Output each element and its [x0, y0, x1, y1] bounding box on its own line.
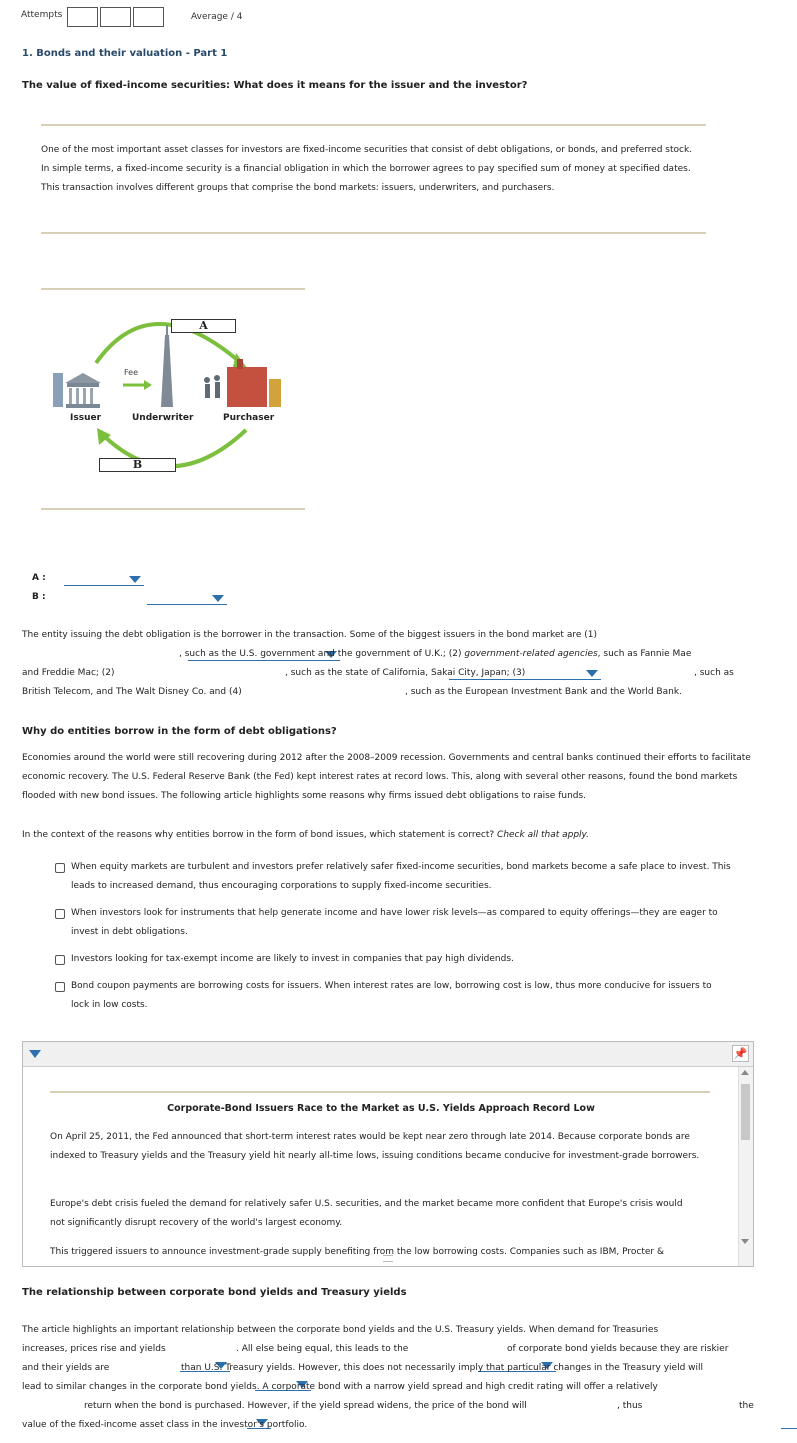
relationship-text-2: increases, prices rise and yields	[22, 1344, 166, 1354]
diagram-box-a: A	[171, 319, 236, 333]
context-prompt-text: In the context of the reasons why entities borrow in the form of bond issues, which statement is correct?	[22, 830, 495, 840]
divider	[50, 1091, 710, 1093]
option-checkbox-2[interactable]	[55, 909, 65, 919]
question-title: 1. Bonds and their valuation - Part 1	[22, 48, 228, 59]
issuers-text-5: , such as the state of California, Sakai City, Japan; (3)	[285, 668, 526, 678]
attempt-box	[100, 7, 131, 27]
option-text-2: When investors look for instruments that help generate income and have lower risk levels—as compared to equity offerings—they are eager to invest in debt obligations.	[71, 908, 718, 937]
relationship-text-3: . All else being equal, this leads to the	[236, 1344, 409, 1354]
dropdown-arrow-icon	[129, 576, 141, 583]
relationship-text-9: , thus	[617, 1401, 643, 1411]
option-checkbox-1[interactable]	[55, 863, 65, 873]
relationship-text-8: return when the bond is purchased. However, if the yield spread widens, the price of the bond will	[84, 1401, 527, 1411]
attempt-box	[133, 7, 164, 27]
a-select-label: A :	[32, 573, 46, 583]
relationship-text-6: than U.S. Treasury yields. However, this does not necessarily imply that particular changes in the Treasury yield will	[181, 1363, 704, 1373]
relationship-heading: The relationship between corporate bond yields and Treasury yields	[22, 1287, 407, 1298]
average-label: Average / 4	[191, 12, 243, 22]
divider	[41, 232, 706, 234]
issuers-text-8: , such as the European Investment Bank and the World Bank.	[405, 687, 682, 697]
scroll-up-icon[interactable]	[741, 1070, 749, 1075]
section-heading: The value of fixed-income securities: What does it means for the issuer and the investor?	[22, 80, 528, 91]
diagram-box-b: B	[99, 458, 176, 472]
people-icon	[204, 377, 210, 383]
relationship-text-10: the	[739, 1401, 754, 1411]
attempt-box	[67, 7, 98, 27]
article-title: Corporate-Bond Issuers Race to the Market as U.S. Yields Approach Record Low	[167, 1103, 595, 1114]
issuers-text-3: , such as Fannie Mae	[597, 649, 692, 659]
option-text-3: Investors looking for tax-exempt income are likely to invest in companies that pay high dividends.	[71, 954, 514, 964]
office-building-icon	[53, 373, 63, 407]
relationship-text-7: lead to similar changes in the corporate bond yields. A corporate bond with a narrow yield spread and high credit rating will offer a relatively	[22, 1382, 658, 1392]
option-text-1: When equity markets are turbulent and investors prefer relatively safer fixed-income securities, bond markets become a safe place to invest. This leads to increased demand, thus encouraging corporations to supply fixed-income securities.	[71, 862, 731, 891]
issuers-text-4: and Freddie Mac; (2)	[22, 668, 115, 678]
divider	[41, 508, 305, 510]
dropdown-arrow-icon	[212, 595, 224, 602]
issuers-text-2: , such as the U.S. government and the government of U.K.; (2)	[179, 649, 462, 659]
issuers-line-2	[179, 645, 691, 664]
purchaser-label: Purchaser	[223, 413, 275, 423]
pin-icon[interactable]: 📌	[733, 1047, 748, 1060]
issuer-label: Issuer	[70, 413, 102, 423]
issuers-text-6: , such as	[694, 668, 734, 678]
relationship-text-5: and their yields are	[22, 1363, 110, 1373]
tower-icon	[161, 335, 173, 407]
collapse-icon[interactable]	[29, 1050, 41, 1058]
dropdown-arrow-icon	[586, 670, 598, 677]
issuers-italic: government-related agencies	[464, 649, 598, 659]
option-checkbox-4[interactable]	[55, 982, 65, 992]
scroll-down-icon[interactable]	[741, 1239, 749, 1244]
article-paragraph-1: On April 25, 2011, the Fed announced that short-term interest rates would be kept near zero through late 2014. Because corporate bonds are indexed to Treasury yields and the Treasury yield hit nearly all-time lows, issuing conditions became conducive for investment-grade borrowers.	[50, 1132, 700, 1161]
fee-label: Fee	[124, 368, 139, 377]
relationship-text-11: value of the fixed-income asset class in the investor's portfolio.	[22, 1420, 308, 1430]
b-dropdown[interactable]	[147, 592, 227, 605]
relationship-text-1: The article highlights an important relationship between the corporate bond yields and the U.S. Treasury yields. When demand for Treasuries	[22, 1325, 659, 1335]
price-dropdown[interactable]	[781, 1416, 797, 1429]
why-paragraph: Economies around the world were still recovering during 2012 after the 2008–2009 recession. Governments and central banks continued their efforts to facilitate economic recovery. The U.S. Federal Reserve Bank (the Fed) kept interest rates at record lows. This, along with several other reasons, found the bond markets flooded with new bond issues. The following article highlights some reasons why firms issued debt obligations to raise funds.	[22, 753, 751, 801]
article-paragraph-3: This triggered issuers to announce investment-grade supply benefiting from the low borrowing costs. Companies such as IBM, Procter &	[50, 1247, 664, 1257]
bank-icon	[67, 383, 99, 387]
relationship-text-4: of corporate bond yields because they are riskier	[507, 1344, 729, 1354]
article-scrollbar[interactable]	[738, 1067, 753, 1266]
b-select-label: B :	[32, 592, 46, 602]
divider	[41, 288, 305, 290]
check-all-note: Check all that apply.	[497, 830, 590, 840]
attempts-label: Attempts	[21, 10, 63, 20]
option-checkbox-3[interactable]	[55, 955, 65, 965]
issuers-text-1: The entity issuing the debt obligation is the borrower in the transaction. Some of the biggest issuers in the bond market are (1)	[22, 630, 597, 640]
why-heading: Why do entities borrow in the form of debt obligations?	[22, 726, 337, 737]
intro-paragraph: One of the most important asset classes for investors are fixed-income securities that consist of debt obligations, or bonds, and preferred stock. In simple terms, a fixed-income security is a financial obligation in which the borrower agrees to pay specified sum of money at specified dates. This transaction involves different groups that comprise the bond markets: issuers, underwriters, and purchasers.	[41, 145, 693, 193]
underwriter-label: Underwriter	[132, 413, 194, 423]
article-panel-header	[23, 1042, 753, 1067]
a-dropdown[interactable]	[64, 573, 144, 586]
issuers-text-7: British Telecom, and The Walt Disney Co. and (4)	[22, 687, 242, 697]
scrollbar-thumb[interactable]	[741, 1084, 750, 1140]
article-panel	[22, 1041, 754, 1267]
resize-grip-icon[interactable]	[383, 1255, 393, 1262]
article-body	[23, 1067, 739, 1266]
factory-icon	[227, 367, 267, 407]
article-paragraph-2: Europe's debt crisis fueled the demand for relatively safer U.S. securities, and the market became more confident that Europe's crisis would not significantly disrupt recovery of the world's largest economy.	[50, 1199, 683, 1228]
option-text-4: Bond coupon payments are borrowing costs for issuers. When interest rates are low, borrowing cost is low, thus more conducive for issuers to lock in low costs.	[71, 981, 712, 1010]
context-prompt	[22, 826, 589, 845]
divider	[41, 124, 706, 126]
